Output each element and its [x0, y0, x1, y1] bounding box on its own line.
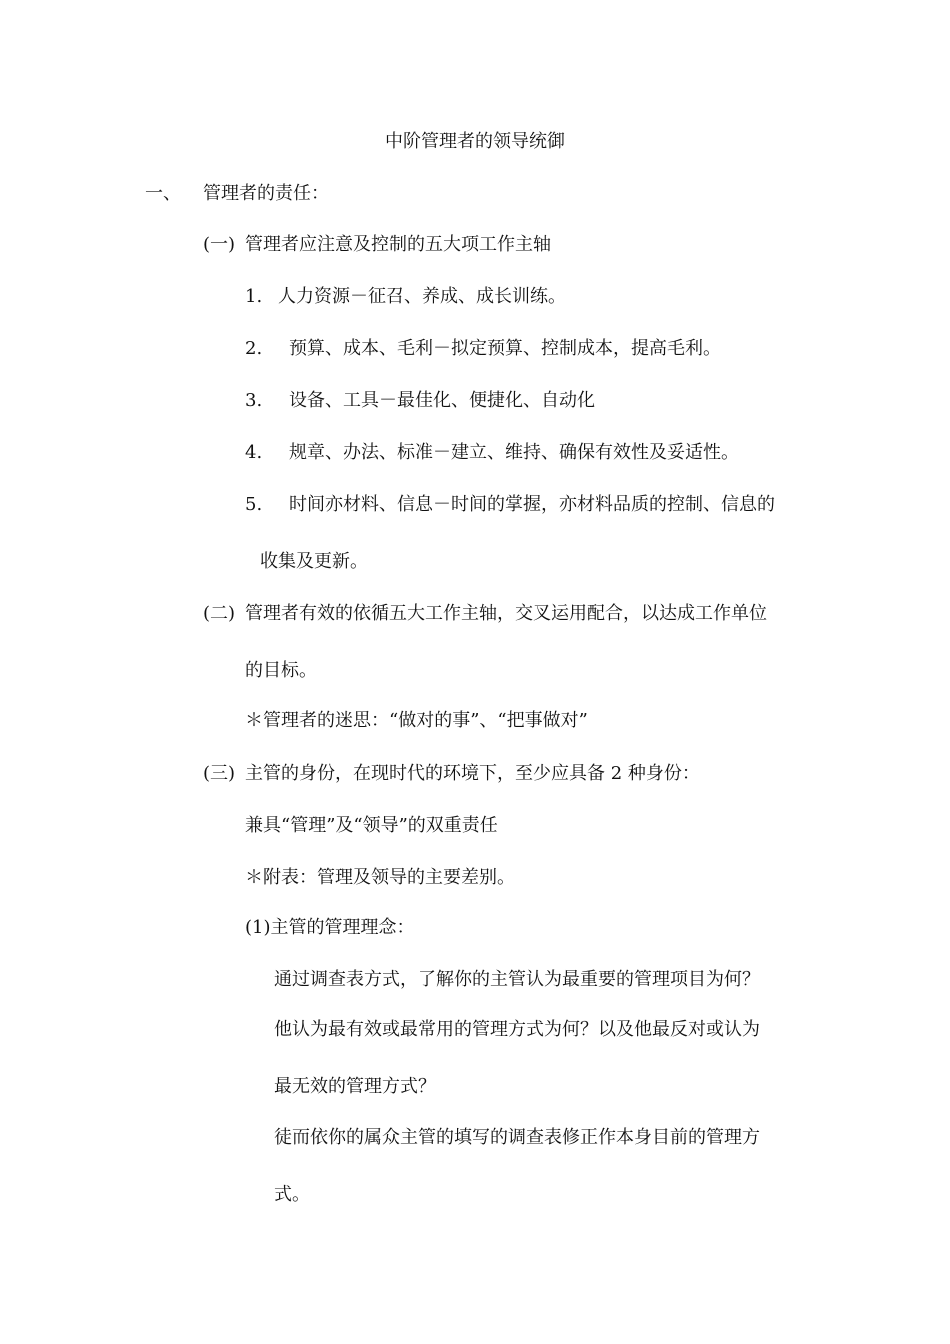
point-heading: (1)主管的管理理念：	[245, 917, 415, 938]
list-item-number: 2.	[245, 338, 263, 359]
paragraph-text: 通过调查表方式，了解你的主管认为最重要的管理项目为何？	[274, 969, 760, 990]
subsection-continuation: 的目标。	[245, 660, 317, 681]
list-item-text: 时间亦材料、信息－时间的掌握，亦材料品质的控制、信息的	[289, 494, 775, 515]
subsection-text: 主管的身份，在现时代的环境下，至少应具备 2 种身份：	[245, 763, 700, 784]
subsection-text: 管理者应注意及控制的五大项工作主轴	[245, 234, 551, 255]
note-text: ＊附表：管理及领导的主要差别。	[245, 867, 515, 888]
document-title: 中阶管理者的领导统御	[385, 131, 565, 152]
paragraph-continuation: 最无效的管理方式？	[274, 1076, 436, 1097]
list-item-number: 4.	[245, 442, 263, 463]
list-item-number: 5.	[245, 494, 263, 515]
list-item-number: 1.	[245, 286, 263, 307]
list-item-text: 规章、办法、标准－建立、维持、确保有效性及妥适性。	[289, 442, 739, 463]
subsection-number: (一)	[203, 234, 236, 255]
list-item-text: 设备、工具－最佳化、便捷化、自动化	[289, 390, 595, 411]
section-heading: 管理者的责任：	[203, 183, 329, 204]
paragraph-continuation: 式。	[274, 1184, 310, 1205]
paragraph-text: 徒而依你的属众主管的填写的调查表修正作本身目前的管理方	[274, 1127, 760, 1148]
subsection-text: 管理者有效的依循五大工作主轴，交叉运用配合，以达成工作单位	[245, 603, 767, 624]
note-text: ＊管理者的迷思：“做对的事”、“把事做对”	[245, 710, 588, 731]
section-number: 一、	[145, 183, 181, 204]
list-item-text: 预算、成本、毛利－拟定预算、控制成本，提高毛利。	[289, 338, 721, 359]
list-item-continuation: 收集及更新。	[260, 551, 368, 572]
list-item-number: 3.	[245, 390, 263, 411]
paragraph-text: 他认为最有效或最常用的管理方式为何？以及他最反对或认为	[274, 1019, 760, 1040]
subsection-number: (二)	[203, 603, 236, 624]
list-item-text: 人力资源－征召、养成、成长训练。	[278, 286, 566, 307]
subsection-number: (三)	[203, 763, 236, 784]
paragraph-text: 兼具“管理”及“领导”的双重责任	[245, 815, 498, 836]
